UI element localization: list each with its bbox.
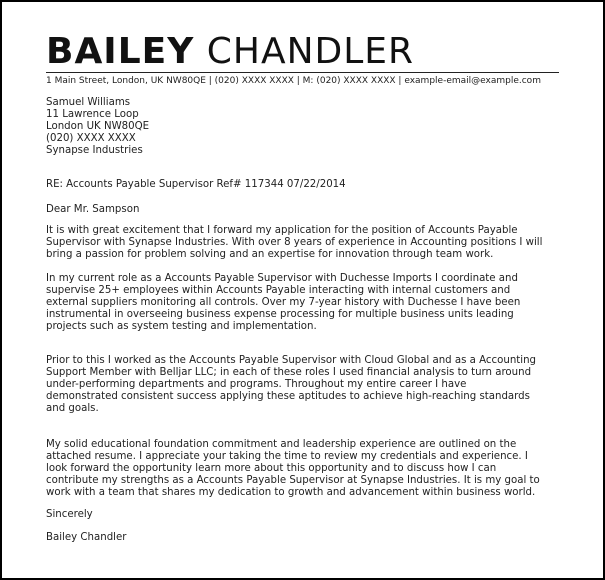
paragraph-line: look forward the opportunity learn more about this opportunity and to discuss how I can [46,463,497,474]
paragraph-line: demonstrated consistent success applying these aptitudes to achieve high-reaching standards [46,391,530,402]
recipient-address [46,97,566,157]
recipient-company: Synapse Industries [46,145,143,156]
paragraph-4 [46,439,566,499]
paragraph-line: and goals. [46,403,99,414]
closing: Sincerely [46,509,93,520]
salutation: Dear Mr. Sampson [46,204,140,215]
recipient-phone: (020) XXXX XXXX [46,133,136,144]
paragraph-line: It is with great excitement that I forward my application for the position of Accounts Payable [46,225,518,236]
paragraph-line: under-performing departments and programs. Throughout my entire career I have [46,379,467,390]
recipient-name: Samuel Williams [46,97,131,108]
paragraph-line: projects such as system testing and implementation. [46,321,317,332]
paragraph-line: My solid educational foundation commitment and leadership experience are outlined on the [46,439,517,450]
paragraph-line: Support Member with Belljar LLC; in each of these roles I used financial analysis to turn around [46,367,532,378]
contact-line: 1 Main Street, London, UK NW80QE | (020) XXXX XXXX | M: (020) XXXX XXXX | example-email@example.com [46,76,541,86]
header-divider [46,72,559,73]
paragraph-2 [46,273,566,333]
signature-name: Bailey Chandler [46,532,127,543]
paragraph-line: In my current role as a Accounts Payable Supervisor with Duchesse Imports I coordinate and [46,273,518,284]
paragraph-3 [46,355,566,415]
paragraph-line: contribute my strengths as a Accounts Payable Supervisor at Synapse Industries. It is my goal to [46,475,540,486]
paragraph-line: bring a passion for problem solving and an expertise for innovation through team work. [46,249,494,260]
paragraph-line: attached resume. I appreciate your taking the time to review my credentials and experience. I [46,451,528,462]
applicant-name-heading [46,32,414,72]
paragraph-1 [46,225,566,261]
paragraph-line: instrumental in overseeing business expense processing for multiple business units leading [46,309,514,320]
recipient-street: 11 Lawrence Loop [46,109,139,120]
last-name: CHANDLER [206,31,415,72]
paragraph-line: Prior to this I worked as the Accounts Payable Supervisor with Cloud Global and as a Accounting [46,355,537,366]
recipient-city: London UK NW80QE [46,121,150,132]
paragraph-line: supervise 25+ employees within Accounts Payable interacting with internal customers and [46,285,511,296]
paragraph-line: external suppliers monitoring all controls. Over my 7-year history with Duchesse I have been [46,297,521,308]
first-name: BAILEY [46,31,195,72]
paragraph-line: Supervisor with Synapse Industries. With over 8 years of experience in Accounting positions I will [46,237,543,248]
reference-line: RE: Accounts Payable Supervisor Ref# 117344 07/22/2014 [46,179,346,190]
paragraph-line: work with a team that shares my dedication to growth and advancement within business world. [46,487,536,498]
